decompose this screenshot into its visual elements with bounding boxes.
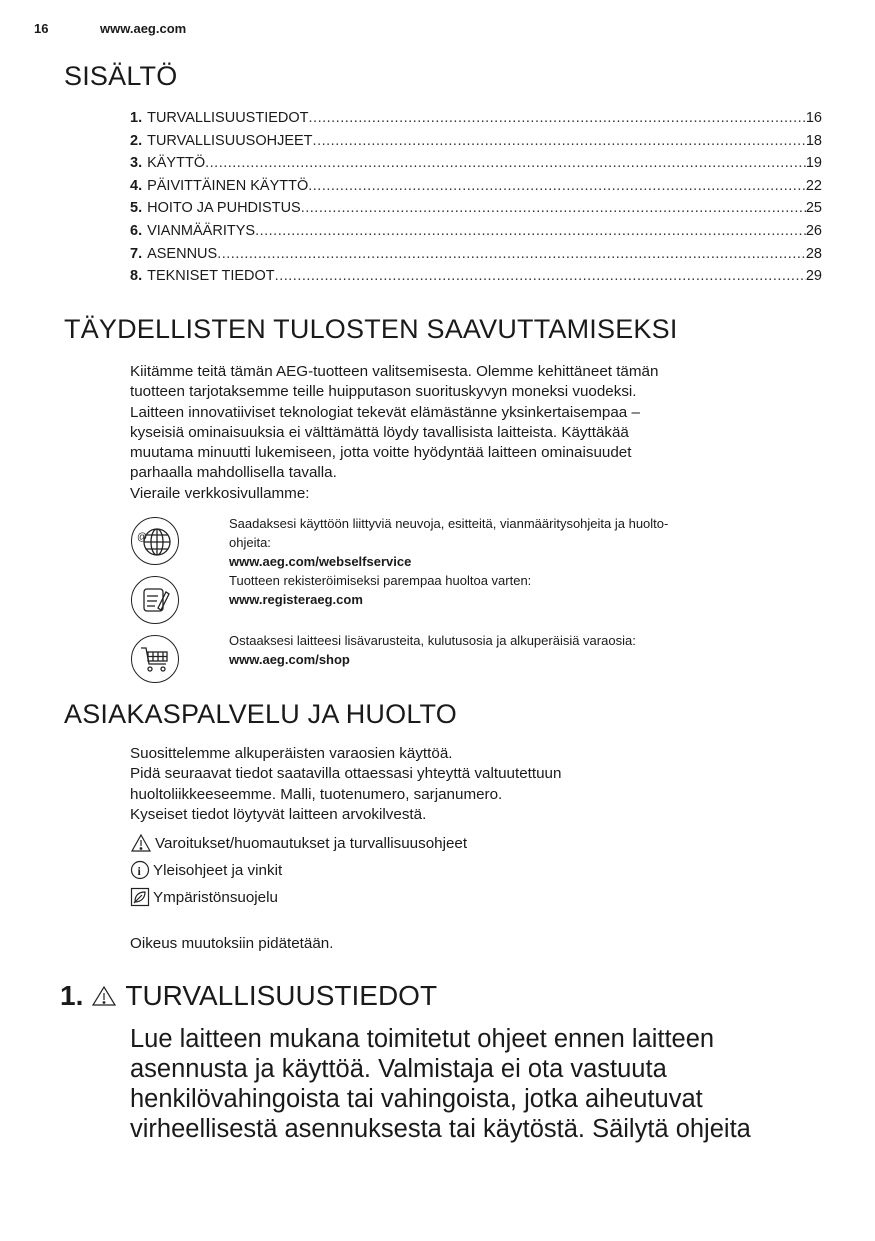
- text-line: Saadaksesi käyttöön liittyviä neuvoja, esitteitä, vianmääritysohjeita ja huolto-: [229, 516, 669, 531]
- toc-page: 28: [805, 245, 822, 262]
- toc-item[interactable]: [130, 110, 822, 133]
- safety-paragraph: [130, 1024, 751, 1144]
- toc-page: 18: [805, 132, 822, 149]
- legend-label: Varoitukset/huomautukset ja turvallisuusohjeet: [155, 834, 468, 852]
- toc-leader: [313, 133, 806, 149]
- toc-leader: [275, 268, 806, 284]
- legend-environment: [130, 887, 278, 907]
- toc-num: 8.: [130, 268, 143, 285]
- toc-item[interactable]: [130, 133, 822, 156]
- toc-num: 2.: [130, 132, 143, 149]
- text-line: parhaalla mahdollisella tavalla.: [130, 464, 337, 482]
- site-url: www.aeg.com: [100, 21, 187, 36]
- toc-item[interactable]: [130, 200, 822, 223]
- shopping-cart-icon: [131, 635, 179, 683]
- text-line: Pidä seuraavat tiedot saatavilla ottaessasi yhteyttä valtuutettuun: [130, 765, 562, 783]
- text-line: Laitteen innovatiiviset teknologiat tekevät elämästänne yksinkertaisempaa –: [130, 403, 640, 421]
- toc-label: PÄIVITTÄINEN KÄYTTÖ: [147, 177, 309, 194]
- toc-page: 29: [805, 268, 822, 285]
- toc-leader: [255, 223, 806, 239]
- text-line: muutama minuutti lukemiseen, jotta voitte hyödyntää laitteen ominaisuudet: [130, 444, 632, 462]
- toc-page: 19: [805, 155, 822, 172]
- warning-icon: [130, 833, 152, 853]
- text-line: asennusta ja käyttöä. Valmistaja ei ota vastuuta: [130, 1055, 667, 1083]
- service-title: ASIAKASPALVELU JA HUOLTO: [64, 699, 457, 729]
- toc-num: 7.: [130, 245, 143, 262]
- text-line: Kiitämme teitä tämän AEG-tuotteen valitsemisesta. Olemme kehittäneet tämän: [130, 363, 659, 380]
- text-line: henkilövahingoista tai vahingoista, jotka aiheutuvat: [130, 1085, 703, 1113]
- toc-leader: [217, 246, 806, 262]
- toc-label: KÄYTTÖ: [147, 155, 206, 172]
- toc-num: 5.: [130, 200, 143, 217]
- toc-leader: [205, 155, 806, 171]
- intro-paragraph: [130, 362, 658, 504]
- shop-info: [229, 631, 636, 669]
- text-line: Lue laitteen mukana toimitetut ohjeet ennen laitteen: [130, 1025, 715, 1053]
- section-title: TURVALLISUUSTIEDOT: [125, 980, 438, 1011]
- legend-label: Yleisohjeet ja vinkit: [153, 861, 283, 879]
- toc-leader: [309, 110, 806, 126]
- warning-icon: [91, 985, 117, 1007]
- register-link[interactable]: www.registeraeg.com: [229, 592, 363, 607]
- toc-label: TEKNISET TIEDOT: [147, 268, 275, 285]
- legend-warning: [130, 833, 467, 853]
- safety-heading: [60, 980, 437, 1012]
- text-line: Tuotteen rekisteröimiseksi parempaa huoltoa varten:: [229, 573, 532, 588]
- svg-text:i: i: [137, 864, 141, 878]
- web-service-info: [229, 514, 668, 609]
- toc-num: 3.: [130, 155, 143, 172]
- page-number: 16: [34, 21, 49, 36]
- webselfservice-link[interactable]: www.aeg.com/webselfservice: [229, 554, 412, 569]
- section-number: 1.: [60, 980, 84, 1011]
- toc-num: 4.: [130, 177, 143, 194]
- toc-page: 22: [805, 177, 822, 194]
- leaf-icon: [130, 887, 150, 907]
- table-of-contents: [130, 110, 822, 291]
- toc-num: 1.: [130, 110, 143, 126]
- toc-item[interactable]: [130, 223, 822, 246]
- toc-title: SISÄLTÖ: [64, 61, 178, 91]
- toc-leader: [301, 200, 806, 216]
- toc-label: VIANMÄÄRITYS: [147, 222, 256, 239]
- toc-item[interactable]: [130, 268, 822, 291]
- globe-icon: [131, 517, 179, 565]
- text-line: Kyseiset tiedot löytyvät laitteen arvokilvestä.: [130, 805, 427, 823]
- toc-page: 16: [805, 110, 822, 126]
- info-icon: [130, 860, 150, 880]
- text-line: kyseisiä ominaisuuksia ei välttämättä löydy tavallisista laitteista. Käyttäkää: [130, 423, 629, 441]
- toc-item[interactable]: [130, 155, 822, 178]
- text-line: huoltoliikkeeseemme. Malli, tuotenumero, sarjanumero.: [130, 785, 503, 803]
- registration-form-icon: [131, 576, 179, 624]
- legend-info: [130, 860, 282, 880]
- svg-text:@: @: [137, 532, 148, 543]
- toc-item[interactable]: [130, 246, 822, 269]
- text-line: Vieraile verkkosivullamme:: [130, 484, 310, 502]
- toc-item[interactable]: [130, 178, 822, 201]
- toc-label: HOITO JA PUHDISTUS: [147, 200, 301, 217]
- text-line: tuotteen tarjotaksemme teille huipputason suorituskyvyn moneksi vuodeksi.: [130, 383, 637, 401]
- toc-leader: [308, 178, 806, 194]
- toc-label: TURVALLISUUSOHJEET: [147, 132, 313, 149]
- toc-num: 6.: [130, 222, 143, 239]
- text-line: ohjeita:: [229, 535, 271, 550]
- service-paragraph: [130, 744, 561, 825]
- shop-link[interactable]: www.aeg.com/shop: [229, 652, 350, 667]
- text-line: Suosittelemme alkuperäisten varaosien käyttöä.: [130, 745, 453, 762]
- intro-title: TÄYDELLISTEN TULOSTEN SAAVUTTAMISEKSI: [64, 314, 678, 344]
- toc-label: TURVALLISUUSTIEDOT: [147, 110, 309, 126]
- text-line: virheellisestä asennuksesta tai käytöstä. Säilytä ohjeita: [130, 1115, 751, 1143]
- toc-page: 26: [805, 222, 822, 239]
- toc-label: ASENNUS: [147, 245, 218, 262]
- text-line: Ostaaksesi laitteesi lisävarusteita, kulutusosia ja alkuperäisiä varaosia:: [229, 633, 636, 648]
- legend-label: Ympäristönsuojelu: [153, 888, 278, 906]
- disclaimer: Oikeus muutoksiin pidätetään.: [130, 935, 334, 952]
- toc-page: 25: [805, 200, 822, 217]
